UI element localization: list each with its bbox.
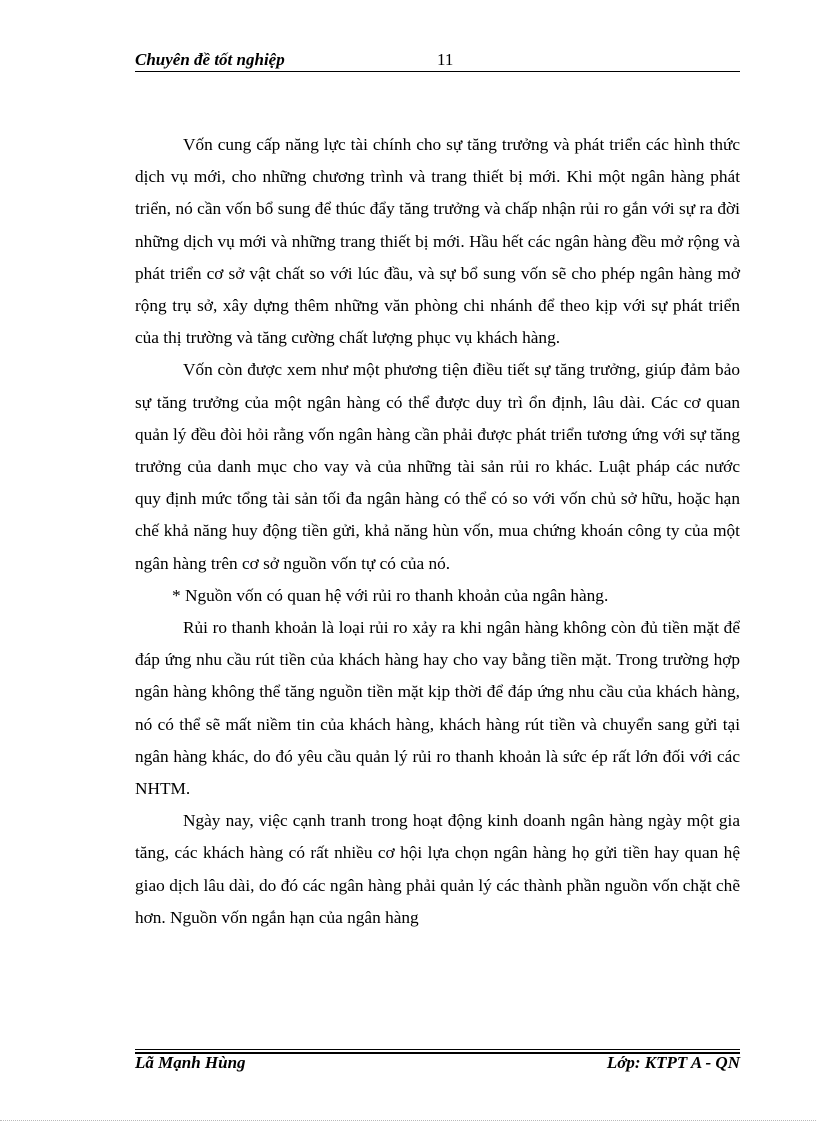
footer-divider xyxy=(135,1049,740,1050)
paragraph: Vốn cung cấp năng lực tài chính cho sự tăng trưởng và phát triển các hình thức dịch vụ mới, cho những chương trình và trang thiết bị mới. Khi một ngân hàng phát triển, nó cần vốn bổ sung để thúc đẩy tăng trưởng và chấp nhận rủi ro gắn với sự ra đời những dịch vụ mới và những trang thiết bị mới. Hầu hết các ngân hàng đều mở rộng và phát triển cơ sở vật chất so với lúc đầu, và sự bổ sung vốn sẽ cho phép ngân hàng mở rộng trụ sở, xây dựng thêm những văn phòng chi nhánh để theo kịp với sự phát triển của thị trường và tăng cường chất lượng phục vụ khách hàng. xyxy=(135,135,740,348)
section-note: * Nguồn vốn có quan hệ với rủi ro thanh khoản của ngân hàng. xyxy=(172,585,609,605)
paragraph: Rủi ro thanh khoản là loại rủi ro xảy ra khi ngân hàng không còn đủ tiền mặt để đáp ứng nhu cầu rút tiền của khách hàng hay cho vay bằng tiền mặt. Trong trường hợp ngân hàng không thể tăng nguồn tiền mặt kịp thời để đáp ứng nhu cầu của khách hàng, nó có thể sẽ mất niềm tin của khách hàng, khách hàng rút tiền và chuyển sang gửi tại ngân hàng khác, do đó yêu cầu quản lý rủi ro thanh khoản là sức ép rất lớn đối với các NHTM. xyxy=(135,618,740,799)
header-divider xyxy=(135,71,740,72)
body-text xyxy=(135,129,740,934)
page-footer xyxy=(135,1053,740,1077)
document-title: Chuyên đề tốt nghiệp xyxy=(135,50,285,69)
page-header xyxy=(135,48,740,72)
paragraph: Ngày nay, việc cạnh tranh trong hoạt động kinh doanh ngân hàng ngày một gia tăng, các khách hàng có rất nhiều cơ hội lựa chọn ngân hàng họ gửi tiền hay quan hệ giao dịch lâu dài, do đó các ngân hàng phải quản lý các thành phần nguồn vốn chặt chẽ hơn. Nguồn vốn ngắn hạn của ngân hàng xyxy=(135,811,740,927)
class-label: Lớp: KTPT A - QN xyxy=(606,1053,740,1072)
paragraph: Vốn còn được xem như một phương tiện điều tiết sự tăng trưởng, giúp đảm bảo sự tăng trưởng của một ngân hàng có thể được duy trì ổn định, lâu dài. Các cơ quan quản lý đều đòi hỏi rằng vốn ngân hàng cần phải được phát triển tương ứng với sự tăng trưởng của danh mục cho vay và của những tài sản rủi ro khác. Luật pháp các nước quy định mức tổng tài sản tối đa ngân hàng có thể có so với vốn chủ sở hữu, hoặc hạn chế khả năng huy động tiền gửi, khả năng hùn vốn, mua chứng khoán công ty của một ngân hàng trên cơ sở nguồn vốn tự có của nó. xyxy=(135,360,740,573)
author-name: Lã Mạnh Hùng xyxy=(135,1053,246,1072)
page-edge xyxy=(0,1120,816,1121)
page-number: 11 xyxy=(437,50,454,69)
